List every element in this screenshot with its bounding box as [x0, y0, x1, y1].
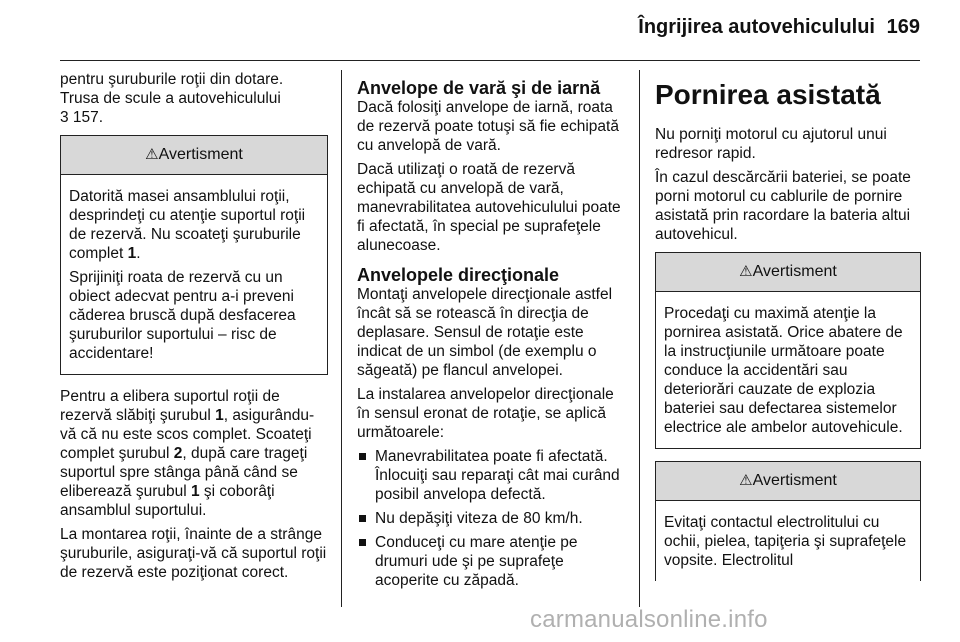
intro-line-1: pentru şuruburile roţii din dotare.: [60, 71, 284, 88]
warning-triangle-icon: ⚠: [739, 263, 753, 280]
paragraph: Dacă utilizaţi o roată de rezervă echipată cu anvelopă de vară, manevrabilitatea autovehiculului poate fi afectată, în special pe suprafeţele alunecoase.: [357, 161, 621, 254]
intro-line-2: Trusa de scule a autovehiculului: [60, 90, 281, 107]
paragraph: Montaţi anvelopele direcţionale astfel încât să se rotească în direcţia de deplasare. Sensul de rotaţie este indicat de un simbol (de exemplu o săgeată) pe flancul anvelopei.: [357, 286, 613, 379]
warning-text: .: [136, 245, 141, 262]
warning-box-electrolyte: [655, 461, 921, 581]
text-run: şi coborâţi ansamblul suportului.: [60, 483, 275, 519]
intro-text: [60, 70, 328, 127]
text-run: , după care trageţi suportul spre stânga până când se eliberează şurubul: [60, 445, 308, 500]
text-run: , asigurându-vă că nu este scos complet. Scoateţi complet şurubul: [60, 407, 315, 462]
paragraph: La instalarea anvelopelor direcţionale în sensul eronat de rotaţie, se aplică următoarele:: [357, 386, 614, 441]
list-item-text: Conduceţi cu mare atenţie pe drumuri ude şi pe suprafeţe acoperite cu zăpadă.: [375, 534, 578, 589]
warning-paragraph: [69, 187, 319, 263]
bolt-number: 1: [127, 245, 137, 262]
column-2: [357, 70, 625, 595]
header-title: Îngrijirea autovehiculului: [638, 16, 875, 38]
bullet-square-icon: [359, 539, 366, 546]
warning-body: [656, 292, 920, 448]
column-divider-2: [639, 70, 640, 607]
watermark: carmanualsonline.info: [530, 606, 768, 633]
warning-box-jump-start: [655, 252, 921, 449]
list-item: [357, 509, 625, 528]
bullet-list: [357, 447, 625, 590]
warning-body: [61, 175, 327, 374]
bolt-number: 1: [215, 407, 224, 424]
bolt-number: 2: [173, 445, 183, 462]
warning-text: Datorită masei ansamblului roţii, desprindeţi cu atenţie suportul roţii de rezervă. Nu scoateţi şuruburile complet: [69, 188, 306, 262]
column-divider-1: [341, 70, 342, 607]
warning-body: [656, 501, 920, 581]
heading-summer-winter-tyres: Anvelope de vară şi de iarnă: [357, 78, 601, 98]
warning-header: [656, 462, 920, 501]
warning-header: [61, 136, 327, 175]
warning-label: Avertisment: [752, 263, 837, 280]
warning-label: Avertisment: [752, 472, 837, 489]
page-reference[interactable]: 3 157.: [60, 109, 104, 126]
list-item: [357, 447, 625, 504]
column-1: [60, 70, 328, 587]
release-instructions: [60, 387, 328, 520]
bullet-square-icon: [359, 453, 366, 460]
column-3: [655, 70, 921, 593]
list-item-text: Manevrabilitatea poate fi afectată. Înlocuiţi sau reparaţi cât mai curând posibil anvelopa defectă.: [375, 448, 620, 503]
warning-triangle-icon: ⚠: [145, 146, 159, 163]
warning-label: Avertisment: [158, 146, 243, 163]
header-rule: [60, 60, 920, 61]
warning-box-spare-wheel: [60, 135, 328, 375]
mounting-instructions: La montarea roţii, înainte de a strânge şuruburile, asiguraţi-vă că suportul roţii de rezervă este poziţionat corect.: [60, 526, 327, 581]
text-run: Pentru a elibera suportul roţii de rezervă slăbiţi şurubul: [60, 388, 280, 424]
bullet-square-icon: [359, 515, 366, 522]
page-number: 169: [886, 16, 920, 38]
list-item: [357, 533, 625, 590]
warning-paragraph: Sprijiniţi roata de rezervă cu un obiect adecvat pentru a-i preveni căderea bruscă după desfacerea şuruburilor suportului – risc de accidentare!: [69, 269, 296, 362]
warning-paragraph: Evitaţi contactul electrolitului cu ochii, pielea, tapiţeria şi suprafeţele vopsite. Electrolitul: [664, 514, 907, 569]
warning-header: [656, 253, 920, 292]
heading-jump-starting: Pornirea asistată: [655, 79, 881, 110]
paragraph: Dacă folosiţi anvelope de iarnă, roata de rezervă poate totuşi să fie echipată cu anvelopă de vară.: [357, 99, 619, 154]
warning-triangle-icon: ⚠: [739, 472, 753, 489]
warning-paragraph: Procedaţi cu maximă atenţie la pornirea asistată. Orice abatere de la instrucţiunile următoare poate conduce la accidentări sau deteriorări cauzate de explozia bateriei sau defectarea sistemelor electrice ale ambelor autovehicule.: [664, 305, 903, 436]
heading-directional-tyres: Anvelopele direcţionale: [357, 265, 560, 285]
bolt-number: 1: [190, 483, 200, 500]
page-header: [0, 0, 960, 62]
paragraph: În cazul descărcării bateriei, se poate porni motorul cu cablurile de pornire asistată prin racordare la bateria altui autovehicul.: [655, 169, 911, 243]
list-item-text: Nu depăşiţi viteza de 80 km/h.: [375, 510, 583, 527]
paragraph: Nu porniţi motorul cu ajutorul unui redresor rapid.: [655, 126, 887, 162]
